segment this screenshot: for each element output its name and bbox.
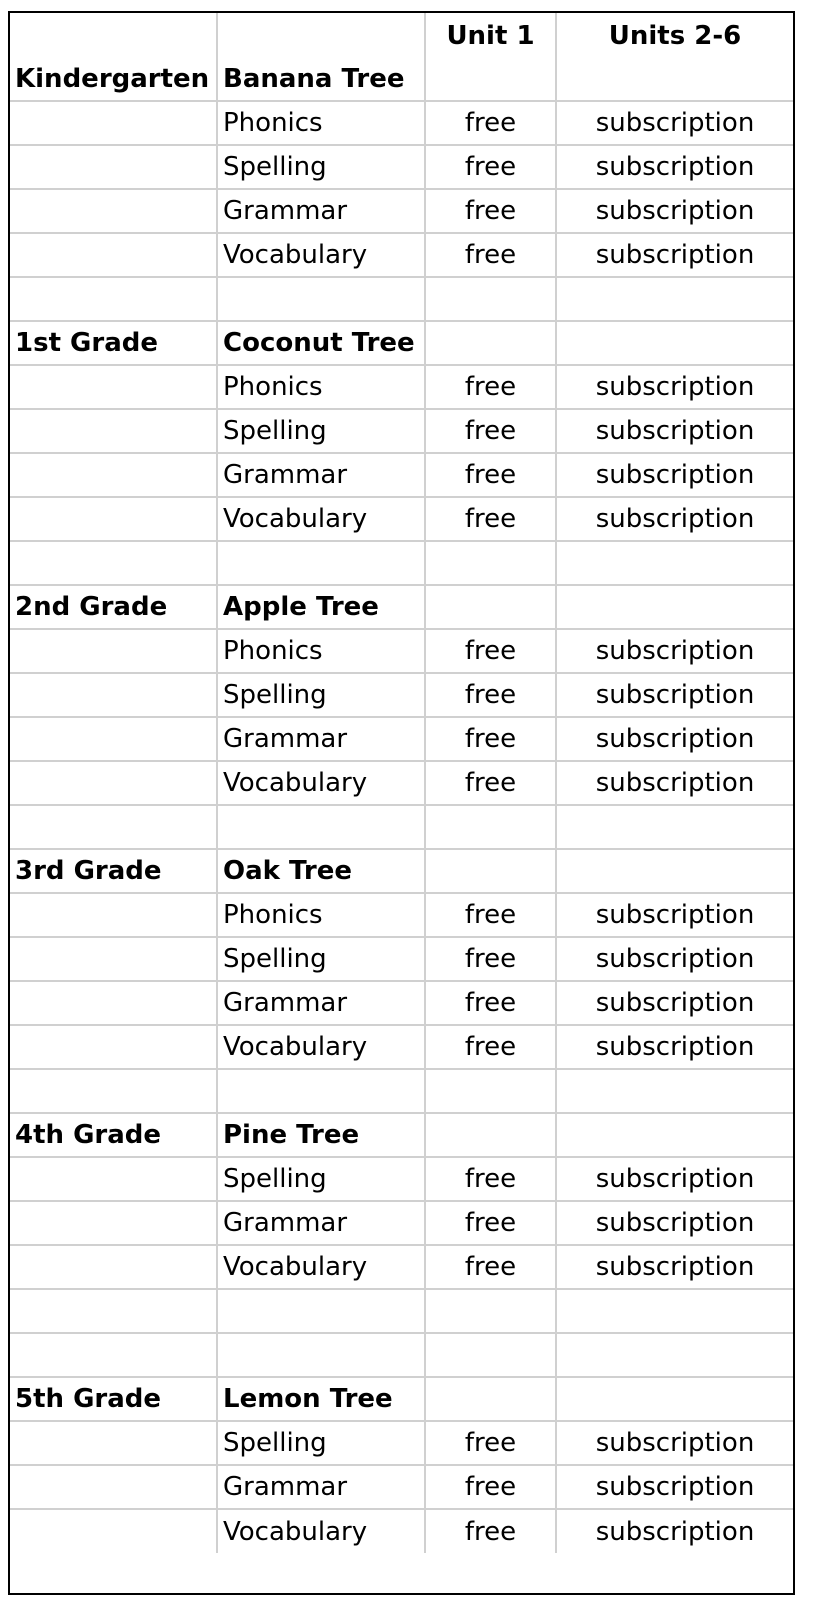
empty-cell (217, 1289, 425, 1333)
subject-label: Phonics (217, 365, 425, 409)
empty-cell (10, 981, 217, 1025)
subject-row (10, 101, 793, 145)
subject-label: Grammar (217, 453, 425, 497)
unit-1-status: free (425, 189, 556, 233)
empty-cell (10, 805, 217, 849)
grid (10, 13, 793, 1553)
unit-1-status: free (425, 145, 556, 189)
unit-1-status: free (425, 365, 556, 409)
empty-cell (10, 1509, 217, 1553)
unit-1-status: free (425, 761, 556, 805)
subject-row (10, 1421, 793, 1465)
empty-cell (425, 321, 556, 365)
grade-label: 2nd Grade (10, 585, 217, 629)
empty-cell (556, 277, 793, 321)
empty-cell (10, 365, 217, 409)
empty-cell (556, 1113, 793, 1157)
unit-1-status: free (425, 1245, 556, 1289)
units-2-6-status: subscription (556, 233, 793, 277)
subject-row (10, 717, 793, 761)
units-2-6-status: subscription (556, 1201, 793, 1245)
units-2-6-status: subscription (556, 365, 793, 409)
grade-group-row (10, 1113, 793, 1157)
unit-1-status: free (425, 893, 556, 937)
empty-cell (10, 1289, 217, 1333)
subject-row (10, 761, 793, 805)
empty-cell (425, 277, 556, 321)
units-2-6-status: subscription (556, 937, 793, 981)
subject-row (10, 453, 793, 497)
header-row (10, 13, 793, 57)
subject-row (10, 189, 793, 233)
empty-cell (425, 1069, 556, 1113)
unit-1-status: free (425, 101, 556, 145)
subject-label: Vocabulary (217, 233, 425, 277)
unit-1-status: free (425, 233, 556, 277)
units-2-6-status: subscription (556, 629, 793, 673)
empty-cell (10, 1157, 217, 1201)
subject-label: Phonics (217, 893, 425, 937)
subject-row (10, 365, 793, 409)
subject-label: Vocabulary (217, 1245, 425, 1289)
empty-cell (10, 101, 217, 145)
header-unit-1: Unit 1 (425, 13, 556, 57)
empty-cell (10, 233, 217, 277)
units-2-6-status: subscription (556, 145, 793, 189)
unit-1-status: free (425, 1201, 556, 1245)
units-2-6-status: subscription (556, 453, 793, 497)
subject-label: Phonics (217, 101, 425, 145)
empty-cell (10, 673, 217, 717)
empty-cell (425, 805, 556, 849)
subject-label: Phonics (217, 629, 425, 673)
empty-cell (10, 409, 217, 453)
blank-row (10, 1289, 793, 1333)
empty-cell (556, 57, 793, 101)
grade-label: Kindergarten (10, 57, 217, 101)
unit-1-status: free (425, 1509, 556, 1553)
blank-row (10, 805, 793, 849)
subject-label: Grammar (217, 189, 425, 233)
grade-group-row (10, 585, 793, 629)
subject-row (10, 893, 793, 937)
units-2-6-status: subscription (556, 981, 793, 1025)
blank-row (10, 1333, 793, 1377)
subject-label: Grammar (217, 1465, 425, 1509)
empty-cell (10, 937, 217, 981)
grade-group-row (10, 321, 793, 365)
subject-row (10, 981, 793, 1025)
unit-1-status: free (425, 1421, 556, 1465)
units-2-6-status: subscription (556, 1465, 793, 1509)
grade-label: 5th Grade (10, 1377, 217, 1421)
empty-cell (425, 585, 556, 629)
empty-cell (10, 453, 217, 497)
subject-label: Spelling (217, 1421, 425, 1465)
subject-row (10, 1201, 793, 1245)
subject-label: Spelling (217, 1157, 425, 1201)
tree-level-label: Pine Tree (217, 1113, 425, 1157)
empty-cell (10, 1025, 217, 1069)
empty-cell (10, 1465, 217, 1509)
empty-cell (425, 849, 556, 893)
empty-cell (217, 1333, 425, 1377)
empty-cell (10, 893, 217, 937)
empty-cell (556, 585, 793, 629)
empty-cell (425, 541, 556, 585)
empty-cell (217, 277, 425, 321)
empty-cell (10, 1245, 217, 1289)
subject-label: Vocabulary (217, 761, 425, 805)
blank-row (10, 277, 793, 321)
units-2-6-status: subscription (595, 1517, 755, 1547)
unit-1-status: free (425, 981, 556, 1025)
grade-label: 3rd Grade (10, 849, 217, 893)
subject-label: Vocabulary (217, 497, 425, 541)
empty-cell (10, 1333, 217, 1377)
empty-cell (556, 541, 793, 585)
empty-cell (10, 629, 217, 673)
curriculum-table (8, 11, 795, 1595)
empty-cell (10, 1069, 217, 1113)
subject-row (10, 629, 793, 673)
subject-label: Vocabulary (217, 1025, 425, 1069)
empty-cell (556, 849, 793, 893)
units-2-6-status: subscription (556, 893, 793, 937)
empty-cell (217, 1069, 425, 1113)
subject-label: Grammar (217, 981, 425, 1025)
subject-label: Grammar (217, 1201, 425, 1245)
unit-1-status: free (425, 629, 556, 673)
subject-row (10, 145, 793, 189)
empty-cell (217, 541, 425, 585)
unit-1-status: free (425, 409, 556, 453)
grade-group-row (10, 849, 793, 893)
subject-row (10, 1157, 793, 1201)
unit-1-status: free (425, 497, 556, 541)
empty-cell (425, 57, 556, 101)
empty-cell (10, 497, 217, 541)
subject-row (10, 1509, 793, 1553)
empty-cell (10, 541, 217, 585)
tree-level-label: Coconut Tree (217, 321, 425, 365)
subject-label: Vocabulary (217, 1509, 425, 1553)
units-2-6-status: subscription (556, 1421, 793, 1465)
empty-cell (556, 1377, 793, 1421)
tree-level-label: Oak Tree (217, 849, 425, 893)
header-units-2-6: Units 2-6 (608, 21, 742, 51)
tree-level-label: Apple Tree (217, 585, 425, 629)
units-2-6-status: subscription (556, 1245, 793, 1289)
empty-cell (10, 717, 217, 761)
subject-row (10, 673, 793, 717)
unit-1-status: free (425, 453, 556, 497)
empty-cell (10, 145, 217, 189)
subject-row (10, 233, 793, 277)
empty-cell (556, 1289, 793, 1333)
units-2-6-status: subscription (556, 673, 793, 717)
units-2-6-status: subscription (556, 1025, 793, 1069)
header-grade-cell (10, 13, 217, 57)
units-2-6-status: subscription (556, 717, 793, 761)
subject-row (10, 1245, 793, 1289)
empty-cell (425, 1113, 556, 1157)
subject-row (10, 497, 793, 541)
empty-cell (10, 1201, 217, 1245)
subject-row (10, 937, 793, 981)
blank-row (10, 541, 793, 585)
subject-row (10, 1025, 793, 1069)
empty-cell (556, 1333, 793, 1377)
blank-row (10, 1069, 793, 1113)
units-2-6-status: subscription (556, 101, 793, 145)
subject-label: Spelling (217, 937, 425, 981)
unit-1-status: free (425, 717, 556, 761)
empty-cell (556, 805, 793, 849)
units-2-6-status: subscription (556, 1157, 793, 1201)
empty-cell (425, 1333, 556, 1377)
units-2-6-status: subscription (556, 497, 793, 541)
empty-cell (10, 761, 217, 805)
units-2-6-status: subscription (556, 761, 793, 805)
header-tree-cell (217, 13, 425, 57)
subject-row (10, 1465, 793, 1509)
unit-1-status: free (425, 937, 556, 981)
empty-cell (10, 189, 217, 233)
empty-cell (217, 805, 425, 849)
grade-label: 1st Grade (10, 321, 217, 365)
unit-1-status: free (425, 1025, 556, 1069)
grade-group-row (10, 57, 793, 101)
subject-label: Spelling (217, 673, 425, 717)
unit-1-status: free (425, 1465, 556, 1509)
empty-cell (10, 277, 217, 321)
subject-label: Spelling (217, 145, 425, 189)
subject-row (10, 409, 793, 453)
subject-label: Spelling (217, 409, 425, 453)
empty-cell (556, 321, 793, 365)
units-2-6-status: subscription (556, 409, 793, 453)
tree-level-label: Banana Tree (217, 57, 425, 101)
empty-cell (425, 1289, 556, 1333)
units-2-6-status: subscription (556, 189, 793, 233)
grade-label: 4th Grade (10, 1113, 217, 1157)
tree-level-label: Lemon Tree (217, 1377, 425, 1421)
empty-cell (556, 1069, 793, 1113)
grade-group-row (10, 1377, 793, 1421)
unit-1-status: free (425, 1157, 556, 1201)
unit-1-status: free (425, 673, 556, 717)
subject-label: Grammar (217, 717, 425, 761)
empty-cell (425, 1377, 556, 1421)
empty-cell (10, 1421, 217, 1465)
